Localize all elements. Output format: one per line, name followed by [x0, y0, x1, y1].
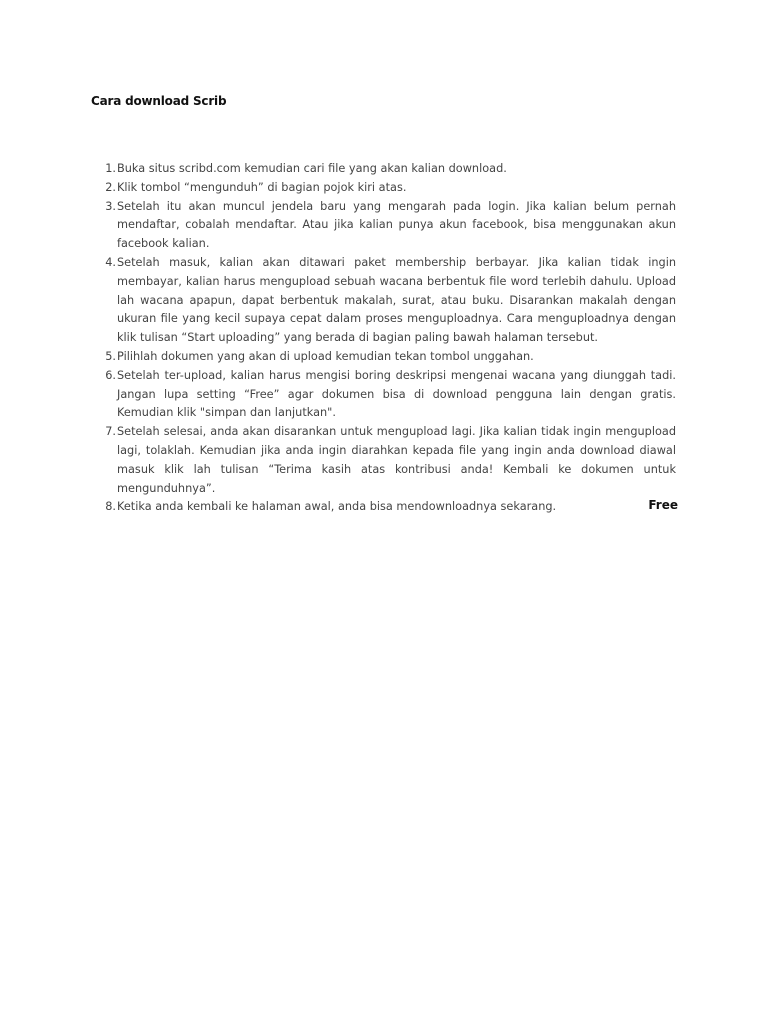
step-text: Klik tombol “mengunduh” di bagian pojok kiri atas. [117, 180, 407, 194]
list-item [100, 160, 676, 179]
step-text: Setelah ter-upload, kalian harus mengisi boring deskripsi mengenai wacana yang diunggah tadi. Jangan lupa setting “Free” agar dokumen bisa di download pengguna lain dengan gratis. Kemudian klik "simpan dan lanjutkan". [117, 368, 676, 420]
steps-list [100, 160, 676, 517]
step-number: 3. [105, 199, 116, 213]
list-item [100, 198, 676, 254]
free-label: Free [648, 498, 678, 512]
list-item [100, 348, 676, 367]
step-number: 8. [105, 500, 116, 514]
step-number: 2. [105, 180, 116, 194]
step-number: 6. [105, 368, 116, 382]
list-item [100, 498, 676, 517]
step-text: Pilihlah dokumen yang akan di upload kemudian tekan tombol unggahan. [117, 349, 534, 363]
step-number: 5. [105, 349, 116, 363]
list-item [100, 367, 676, 423]
list-item [100, 254, 676, 348]
step-text: Setelah selesai, anda akan disarankan untuk mengupload lagi. Jika kalian tidak ingin mengupload lagi, tolaklah. Kemudian jika anda ingin diarahkan kepada file yang ingin anda download diawal masuk klik lah tulisan “Terima kasih atas kontribusi anda! Kembali ke dokumen untuk mengunduhnya”. [117, 425, 676, 495]
step-text: Setelah itu akan muncul jendela baru yang mengarah pada login. Jika kalian belum pernah mendaftar, cobalah mendaftar. Atau jika kalian punya akun facebook, bisa menggunakan akun facebook kalian. [117, 199, 676, 251]
document-title: Cara download Scrib [91, 94, 227, 108]
step-text: Ketika anda kembali ke halaman awal, anda bisa mendownloadnya sekarang. [117, 500, 557, 514]
step-text: Setelah masuk, kalian akan ditawari paket membership berbayar. Jika kalian tidak ingin membayar, kalian harus mengupload sebuah wacana berbentuk file word terlebih dahulu. Upload lah wacana apapun, dapat berbentuk makalah, surat, atau buku. Disarankan makalah dengan ukuran file yang kecil supaya cepat dalam proses menguploadnya. Cara menguploadnya dengan klik tulisan “Start uploading” yang berada di bagian paling bawah halaman tersebut. [117, 255, 676, 345]
step-number: 4. [105, 255, 116, 269]
step-number: 7. [105, 425, 116, 439]
list-item [100, 179, 676, 198]
step-number: 1. [105, 162, 116, 175]
step-text: Buka situs scribd.com kemudian cari file yang akan kalian download. [117, 162, 507, 175]
list-item [100, 423, 676, 498]
